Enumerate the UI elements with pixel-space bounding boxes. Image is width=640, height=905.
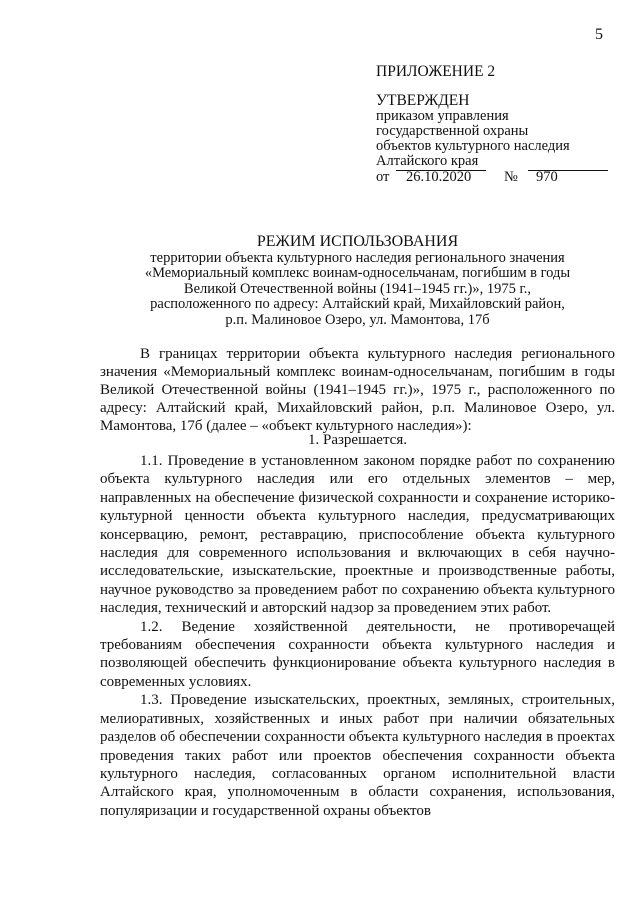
clause-paragraph: 1.1. Проведение в установленном законом порядке работ по сохранению объекта культурного наследия или его отдельных элементов – мер, направленных на обеспечение физической сохранности и сохранение историко-культурной ценности объекта культурного наследия, предусматривающих консервацию, ремонт, реставрацию, приспособление объекта культурного наследия для современного использования и включающих в себя научно-исследовательские, изыскательские, проектные и производственные работы, научное руководство за проведением работ по сохранению объекта культурного наследия, технический и авторский надзор за проведением этих работ. xyxy=(100,453,615,617)
intro-paragraph: В границах территории объекта культурного наследия регионального значения «Мемориальный комплекс воинам-односельчанам, погибшим в годы Великой Отечественной войны (1941–1945 гг.)», 1975 г., расположенного по адресу: Алтайский край, Михайловский район, р.п. Малиновое Озеро, ул. Мамонтова, 17б (далее – «объект культурного наследия»): xyxy=(100,346,615,434)
document-title: РЕЖИМ ИСПОЛЬЗОВАНИЯ xyxy=(256,233,459,250)
number-label: № xyxy=(504,169,518,185)
clauses-list xyxy=(100,452,615,820)
date-underline xyxy=(396,170,486,171)
header-line: «Мемориальный комплекс воинам-односельчанам, погибшим в годы xyxy=(144,265,571,281)
section-title: 1. Разрешается. xyxy=(308,432,407,448)
approval-line: государственной охраны xyxy=(376,123,529,139)
approval-block xyxy=(376,64,570,188)
clause-paragraph: 1.3. Проведение изыскательских, проектных, земляных, строительных, мелиоративных, хозяйственных и иных работ при наличии обязательных разделов об обеспечении сохранности объекта культурного наследия в проектах проведения таких работ или проектов обеспечения сохранности объекта культурного наследия, согласованных органом исполнительной власти Алтайского края, уполномоченным в области сохранения, использования, популяризации и государственной охраны объектов xyxy=(100,692,615,819)
document-header xyxy=(100,234,615,328)
header-line: расположенного по адресу: Алтайский край, Михайловский район, xyxy=(150,296,565,312)
approval-line: объектов культурного наследия xyxy=(376,138,570,154)
header-line: Великой Отечественной войны (1941–1945 гг.)», 1975 г., xyxy=(183,280,532,297)
order-line xyxy=(376,170,570,188)
header-line: р.п. Малиновое Озеро, ул. Мамонтова, 17б xyxy=(225,311,490,328)
order-number: 970 xyxy=(536,169,558,185)
approval-line: Алтайского края xyxy=(376,153,479,169)
clause-paragraph: 1.2. Ведение хозяйственной деятельности, не противоречащей требованиям обеспечения сохранности объекта культурного наследия и позволяющей обеспечить функционирование объекта культурного наследия в современных условиях. xyxy=(100,618,615,690)
from-label: от xyxy=(376,169,390,185)
approval-line: приказом управления xyxy=(376,108,509,124)
header-line: территории объекта культурного наследия регионального значения xyxy=(150,249,565,266)
number-underline xyxy=(528,170,608,171)
order-date: 26.10.2020 xyxy=(406,169,472,185)
page-number: 5 xyxy=(595,26,603,43)
appendix-label: ПРИЛОЖЕНИЕ 2 xyxy=(376,63,496,80)
approved-label: УТВЕРЖДЕН xyxy=(376,92,470,109)
